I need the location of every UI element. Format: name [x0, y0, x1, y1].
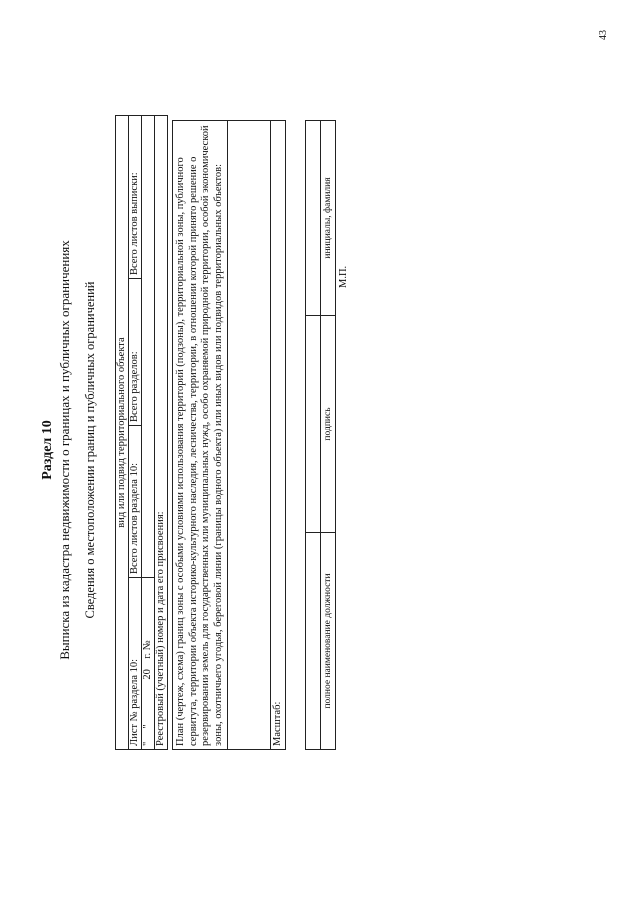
stamp-label: М.П. — [338, 265, 349, 288]
signature-table — [305, 120, 336, 750]
position-label: полное наименование должности — [321, 533, 336, 750]
signature-label: подпись — [321, 316, 336, 533]
initials-field — [306, 121, 321, 316]
date-number-empty — [142, 116, 155, 578]
header-table — [115, 115, 168, 750]
page-number: 43 — [598, 30, 609, 40]
object-type-cell: вид или подвид территориального объекта — [116, 116, 129, 750]
plan-box — [172, 120, 286, 750]
initials-label: инициалы, фамилия — [321, 121, 336, 316]
sheet-number-cell: Лист № раздела 10: — [129, 578, 142, 750]
section-heading: Сведения о местоположении границ и публичных ограничений — [83, 281, 97, 619]
section-title: Раздел 10 — [40, 420, 55, 480]
date-number-cell: " " 20 г. № — [142, 578, 155, 750]
document-title: Выписка из кадастра недвижимости о границах и публичных ограничениях — [57, 240, 72, 660]
plan-description: План (чертеж, схема) границ зоны с особыми условиями использования территорий (подзоны), территориальной зоны, публичного сервитута, территории объекта историко-культурного наследия, лесничества, территории, в отношении которой принято решение о резервировании земель для государственных или муниципальных нужд, особо охраняемой природной территории, особой экономической зоны, охотничьего угодья, береговой линии (границы водного объекта) или иных видов или подвидов территориальных объектов: — [173, 121, 228, 749]
scale-label: Масштаб: — [270, 121, 285, 749]
total-sheets-extract-cell: Всего листов выписки: — [129, 116, 142, 279]
total-sheets-section-cell: Всего листов раздела 10: — [129, 426, 142, 578]
total-sections-cell: Всего разделов: — [129, 279, 142, 426]
position-field — [306, 533, 321, 750]
registry-number-cell: Реестровый (учетный) номер и дата его присвоения: — [155, 116, 168, 750]
rotated-form — [20, 20, 560, 880]
signature-field — [306, 316, 321, 533]
